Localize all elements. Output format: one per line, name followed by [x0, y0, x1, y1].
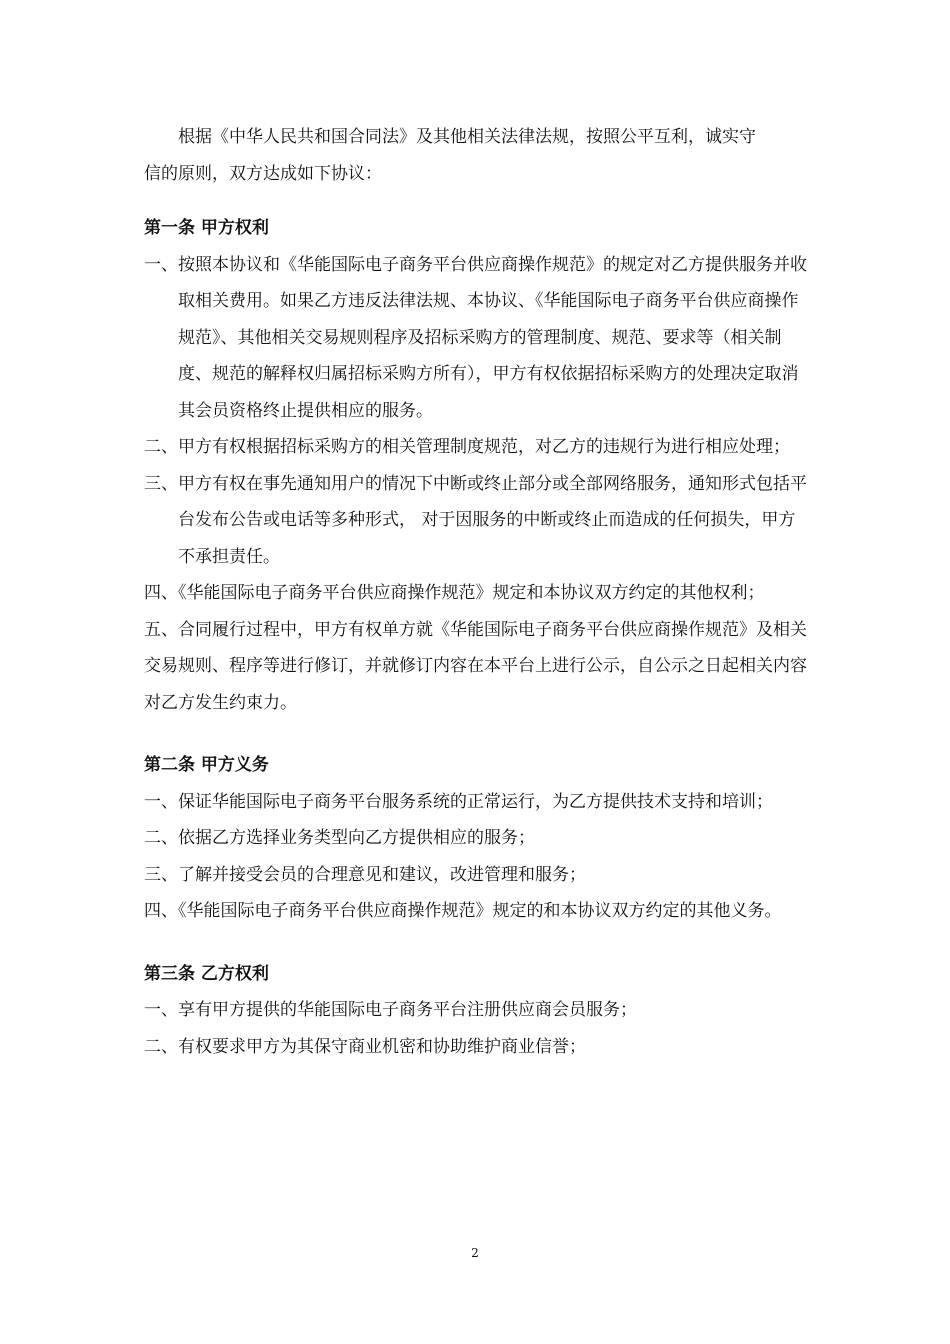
intro-line: 根据《中华人民共和国合同法》及其他相关法律法规，按照公平互利，诚实守 — [178, 127, 756, 147]
document-body — [144, 119, 812, 1065]
intro-line: 信的原则，双方达成如下协议： — [144, 163, 382, 184]
section-party-a-rights — [144, 210, 812, 721]
clause-item: 三、了解并接受会员的合理意见和建议，改进管理和服务； — [144, 864, 586, 885]
clause-item: 一、按照本协议和《华能国际电子商务平台供应商操作规范》的规定对乙方提供服务并收取相关费用。如果乙方违反法律法规、本协议、《华能国际电子商务平台供应商操作规范》、其他相关交易规则程序及招标采购方的管理制度、规范、要求等（相关制度、规范的解释权归属招标采购方所有），甲方有权依据招标采购方的处理决定取消其会员资格终止提供相应的服务。 — [144, 254, 807, 421]
section-party-a-obligations — [144, 747, 812, 930]
section-heading: 第三条 乙方权利 — [144, 963, 269, 984]
section-heading: 第二条 甲方义务 — [144, 755, 269, 775]
clause-item: 五、合同履行过程中，甲方有权单方就《华能国际电子商务平台供应商操作规范》及相关交易规则、程序等进行修订，并就修订内容在本平台上进行公示，自公示之日起相关内容对乙方发生约束力。 — [144, 619, 807, 713]
clause-item: 四、《华能国际电子商务平台供应商操作规范》规定的和本协议双方约定的其他义务。 — [144, 901, 782, 921]
clause-item: 一、享有甲方提供的华能国际电子商务平台注册供应商会员服务； — [144, 1000, 637, 1020]
section-party-b-rights — [144, 956, 812, 1066]
clause-item: 二、依据乙方选择业务类型向乙方提供相应的服务； — [144, 828, 535, 848]
clause-item: 二、甲方有权根据招标采购方的相关管理制度规范，对乙方的违规行为进行相应处理； — [144, 437, 790, 457]
clause-item: 一、保证华能国际电子商务平台服务系统的正常运行，为乙方提供技术支持和培训； — [144, 791, 773, 812]
intro-paragraph — [144, 119, 812, 192]
clause-item: 二、有权要求甲方为其保守商业机密和协助维护商业信誉； — [144, 1036, 586, 1057]
clause-item: 四、《华能国际电子商务平台供应商操作规范》规定和本协议双方约定的其他权利； — [144, 583, 765, 603]
clause-item: 三、甲方有权在事先通知用户的情况下中断或终止部分或全部网络服务，通知形式包括平台发布公告或电话等多种形式， 对于因服务的中断或终止而造成的任何损失，甲方不承担责任。 — [144, 473, 807, 567]
section-heading: 第一条 甲方权利 — [144, 218, 269, 238]
page-number: 2 — [471, 1246, 479, 1260]
